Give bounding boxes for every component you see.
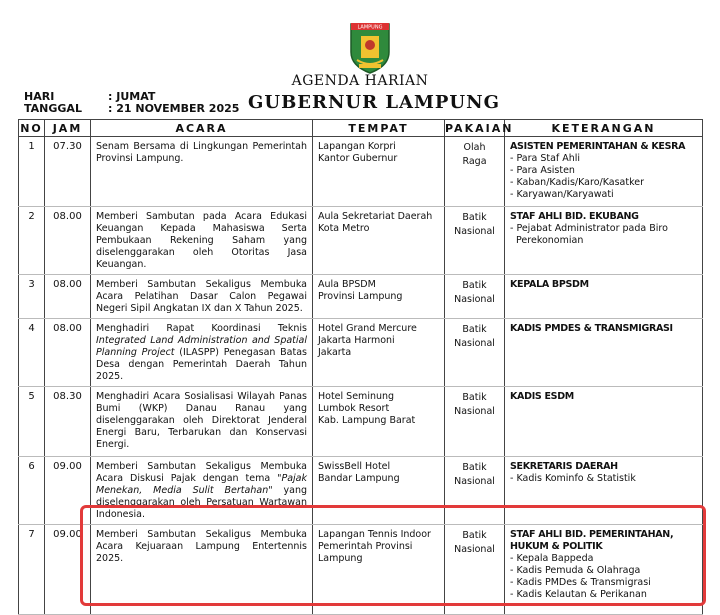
row-event: Senam Bersama di Lingkungan Pemerintah Provinsi Lampung.	[91, 137, 313, 207]
notes-item: Perekonomian	[510, 235, 584, 246]
governor-title: GUBERNUR LAMPUNG	[248, 92, 500, 113]
col-pakaian: PAKAIAN	[445, 121, 514, 135]
highlight-box	[80, 505, 706, 606]
row-attire: Batik Nasional	[445, 457, 505, 525]
row-event: Menghadiri Acara Sosialisasi Wilayah Panas Bumi (WKP) Danau Ranau yang diselenggarakan oleh Direktorat Jenderal Energi Baru, Terbarukan dan Konservasi Energi.	[91, 387, 313, 457]
notes-heading: KADIS ESDM	[510, 391, 574, 402]
row-attire: Batik Nasional	[445, 387, 505, 457]
row-venue: SwissBell Hotel Bandar Lampung	[313, 457, 445, 525]
row-notes	[505, 137, 703, 207]
agenda-title: AGENDA HARIAN	[291, 73, 429, 89]
notes-heading: STAF AHLI BID. PEMERINTAHAN, HUKUM & POLITIK	[510, 529, 674, 552]
notes-item: - Para Asisten	[510, 165, 575, 176]
table-row	[19, 207, 703, 275]
row-number: 4	[19, 319, 45, 387]
row-event: Memberi Sambutan Sekaligus Membuka Acara Pelatihan Dasar Calon Pegawai Negeri Sipil Angkatan IX dan X Tahun 2025.	[91, 275, 313, 319]
row-time: 09.00	[45, 525, 91, 615]
notes-item: - Kadis Kominfo & Statistik	[510, 473, 636, 484]
row-number: 1	[19, 137, 45, 207]
row-attire: Batik Nasional	[445, 275, 505, 319]
row-attire: Olah Raga	[445, 137, 505, 207]
date-label: TANGGAL	[24, 102, 82, 115]
col-acara: ACARA	[91, 120, 313, 137]
col-no: NO	[20, 121, 43, 135]
row-venue: Hotel Seminung Lumbok Resort Kab. Lampung Barat	[313, 387, 445, 457]
notes-heading: SEKRETARIS DAERAH	[510, 461, 618, 472]
notes-item: - Para Staf Ahli	[510, 153, 581, 164]
notes-item: - Karyawan/Karyawati	[510, 189, 614, 200]
event-text-italic: Pajak Menekan, Media Sulit Bertahan	[96, 473, 307, 496]
row-venue: Lapangan Korpri Kantor Gubernur	[313, 137, 445, 207]
row-notes	[505, 275, 703, 319]
day-label: HARI	[24, 90, 55, 103]
row-attire: Batik Nasional	[445, 319, 505, 387]
notes-item: - Kadis Kelautan & Perikanan	[510, 589, 647, 600]
row-event	[91, 319, 313, 387]
table-row	[19, 137, 703, 207]
row-time: 08.00	[45, 275, 91, 319]
row-number: 5	[19, 387, 45, 457]
table-row	[19, 275, 703, 319]
notes-item: - Kadis Pemuda & Olahraga	[510, 565, 641, 576]
row-time: 09.00	[45, 457, 91, 525]
row-venue: Aula Sekretariat Daerah Kota Metro	[313, 207, 445, 275]
row-time: 07.30	[45, 137, 91, 207]
table-row	[19, 387, 703, 457]
date-value: : 21 NOVEMBER 2025	[108, 102, 240, 115]
row-venue: Aula BPSDM Provinsi Lampung	[313, 275, 445, 319]
notes-item: - Kadis PMDes & Transmigrasi	[510, 577, 651, 588]
event-text: Menghadiri Rapat Koordinasi Teknis	[96, 323, 307, 334]
row-attire: Batik Nasional	[445, 207, 505, 275]
row-venue: Lapangan Tennis Indoor Pemerintah Provinsi Lampung	[313, 525, 445, 615]
row-venue: Hotel Grand Mercure Jakarta Harmoni Jakarta	[313, 319, 445, 387]
row-notes	[505, 207, 703, 275]
row-notes	[505, 319, 703, 387]
row-number: 3	[19, 275, 45, 319]
event-text-italic: Integrated Land Administration and Spatial Planning Project	[96, 335, 307, 358]
row-number: 7	[19, 525, 45, 615]
notes-item: - Pejabat Administrator pada Biro	[510, 223, 668, 234]
day-value: : JUMAT	[108, 90, 156, 103]
row-attire: Batik Nasional	[445, 525, 505, 615]
notes-item: - Kepala Bappeda	[510, 553, 594, 564]
table-row	[19, 319, 703, 387]
row-number: 6	[19, 457, 45, 525]
row-time: 08.30	[45, 387, 91, 457]
event-text: (ILASPP) Penegasan Batas Desa dengan Pemerintah Daerah Tahun 2025.	[96, 347, 307, 382]
notes-heading: KEPALA BPSDM	[510, 279, 589, 290]
notes-heading: ASISTEN PEMERINTAHAN & KESRA	[510, 141, 686, 152]
event-text: " yang diselenggarakan oleh Persatuan Wartawan Indonesia.	[96, 485, 307, 520]
row-time: 08.00	[45, 319, 91, 387]
row-time: 08.00	[45, 207, 91, 275]
notes-heading: KADIS PMDES & TRANSMIGRASI	[510, 323, 673, 334]
col-keterangan: KETERANGAN	[505, 120, 703, 137]
notes-item: - Kaban/Kadis/Karo/Kasatker	[510, 177, 644, 188]
table-header-row	[19, 120, 703, 137]
col-tempat: TEMPAT	[313, 120, 445, 137]
row-number: 2	[19, 207, 45, 275]
emblem-text: LAMPUNG	[357, 24, 383, 31]
col-jam: JAM	[45, 120, 91, 137]
lampung-emblem-icon	[347, 18, 393, 74]
notes-heading: STAF AHLI BID. EKUBANG	[510, 211, 639, 222]
event-text: Memberi Sambutan Sekaligus Membuka Acara Diskusi Pajak dengan tema "	[96, 461, 307, 484]
row-event: Memberi Sambutan pada Acara Edukasi Keuangan Kepada Mahasiswa Serta Pembukaan Rekening Saham yang diselenggarakan oleh Otoritas Jasa Keuangan.	[91, 207, 313, 275]
row-notes	[505, 387, 703, 457]
row-event: Memberi Sambutan Sekaligus Membuka Acara Kejuaraan Lampung Entertennis 2025.	[91, 525, 313, 615]
